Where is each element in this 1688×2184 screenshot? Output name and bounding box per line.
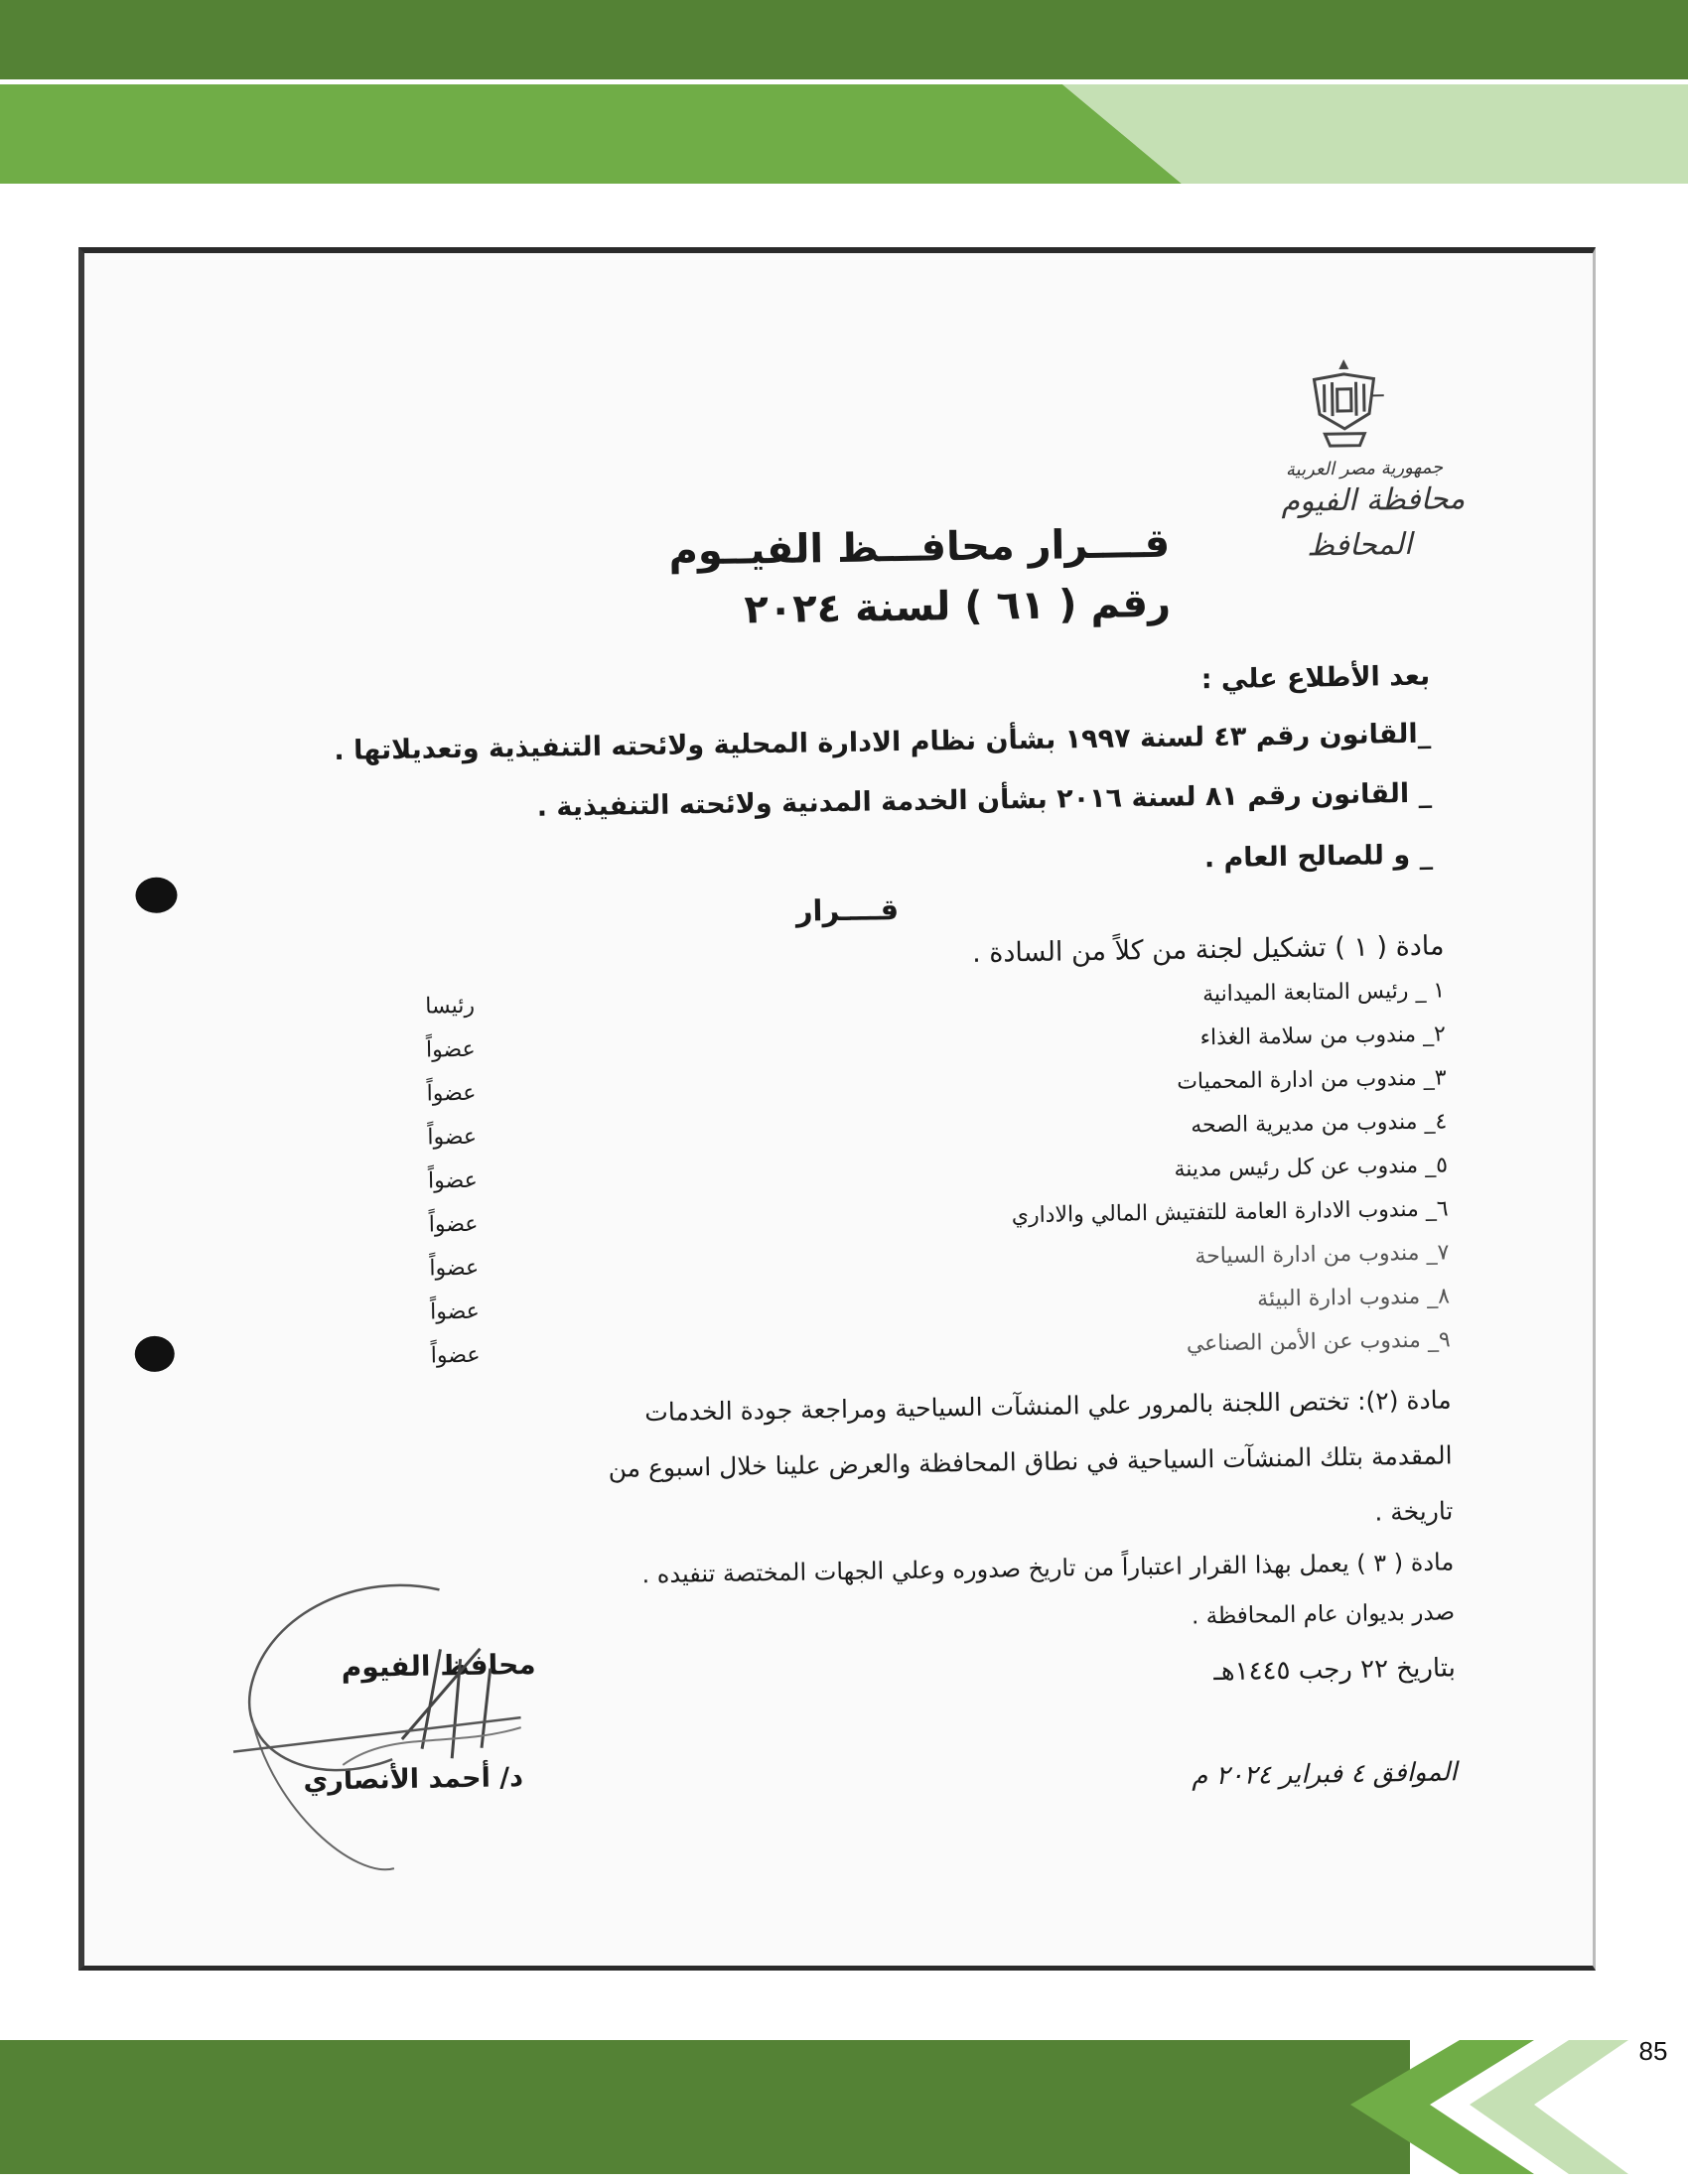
page-number: 85 (1638, 2036, 1668, 2066)
member-role: عضواً (427, 1124, 478, 1151)
scanned-decree (78, 247, 1596, 1971)
member-name: ٢_ مندوب من سلامة الغذاء (1199, 1022, 1447, 1051)
member-role: عضواً (425, 1036, 476, 1063)
member-name: ٦_ مندوب الادارة العامة للتفتيش المالي والاداري (1011, 1196, 1449, 1229)
article-1-text: مادة ( ١ ) تشكيل لجنة من كلاً من السادة . (971, 930, 1445, 969)
member-role: عضواً (429, 1298, 480, 1325)
issued-gregorian-date: الموافق ٤ فبراير ٢٠٢٤ م (1191, 1757, 1458, 1792)
handwritten-signature (191, 1548, 614, 1912)
member-name: ٧_ مندوب من ادارة السياحة (1195, 1240, 1450, 1270)
issued-place: صدر بديوان عام المحافظة . (1191, 1599, 1456, 1630)
article-3-text: مادة ( ٣ ) يعمل بهذا القرار اعتباراً من تاريخ صدوره وعلي الجهات المختصة تنفيده . (641, 1548, 1455, 1589)
eagle-emblem-icon (1304, 353, 1385, 454)
member-name: ٨_ مندوب ادارة البيئة (1257, 1284, 1451, 1312)
preamble-item: _القانون رقم ٤٣ لسنة ١٩٩٧ بشأن نظام الادارة المحلية ولائحته التنفيذية وتعديلاتها . (334, 718, 1432, 766)
member-role: رئيسا (425, 993, 476, 1020)
member-name: ٩_ مندوب عن الأمن الصناعي (1186, 1327, 1451, 1357)
member-name: ٥_ مندوب عن كل رئيس مدينة (1174, 1153, 1449, 1182)
decree-number: رقم ( ٦١ ) لسنة ٢٠٢٤ (744, 580, 1172, 633)
member-name: ٤_ مندوب من مديرية الصحه (1191, 1109, 1448, 1139)
preamble-item: _ القانون رقم ٨١ لسنة ٢٠١٦ بشأن الخدمة المدنية ولائحته التنفيذية . (536, 777, 1433, 823)
article-2-line: المقدمة بتلك المنشآت السياحية في نطاق المحافظة والعرض علينا خلال اسبوع من (608, 1440, 1453, 1483)
punch-hole (135, 877, 178, 913)
decision-heading: قــــرار (795, 892, 900, 928)
member-role: عضواً (427, 1167, 478, 1194)
member-name: ٣_ مندوب من ادارة المحميات (1177, 1065, 1447, 1095)
member-role: عضواً (430, 1342, 481, 1369)
preamble-heading: بعد الأطلاع علي : (1200, 660, 1431, 696)
issued-hijri-date: بتاريخ ٢٢ رجب ١٤٤٥هـ (1213, 1653, 1457, 1688)
article-2-line: مادة (٢): تختص اللجنة بالمرور علي المنشآت السياحية ومراجعة جودة الخدمات (644, 1385, 1452, 1428)
letterhead-country: جمهورية مصر العربية (1285, 457, 1444, 480)
member-name: ١ _ رئيس المتابعة الميدانية (1201, 978, 1446, 1008)
footer-band (0, 2030, 1688, 2184)
member-role: عضواً (428, 1211, 479, 1238)
decree-title: قــــرار محافـــظ الفيــوم (668, 520, 1171, 575)
member-role: عضواً (426, 1080, 477, 1107)
letterhead-office: المحافظ (1306, 526, 1413, 564)
signatory-name: د/ أحمد الأنصاري (303, 1762, 524, 1797)
header-band (0, 0, 1688, 184)
punch-hole (134, 1336, 175, 1373)
article-2-line: تاريخة . (1374, 1496, 1454, 1527)
member-role: عضواً (429, 1255, 480, 1282)
letterhead-governorate: محافظة الفيوم (1281, 481, 1466, 519)
signatory-title: محافظ الفيوم (341, 1647, 536, 1684)
preamble-item: _ و للصالح العام . (1203, 839, 1434, 875)
